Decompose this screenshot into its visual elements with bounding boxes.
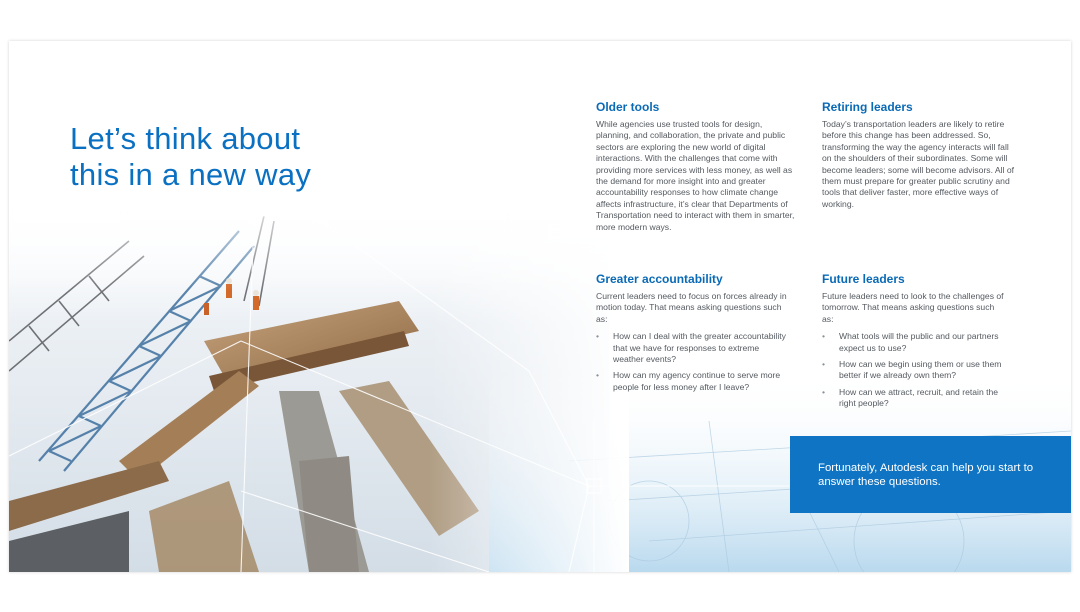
brochure-spread <box>9 41 1071 572</box>
list-item: • How can we attract, recruit, and retain the right people? <box>822 386 999 409</box>
headline-line-1: Let’s think about <box>70 121 301 156</box>
question-list <box>822 331 1007 409</box>
section-title: Future leaders <box>822 272 905 286</box>
callout-box <box>790 436 1071 513</box>
headline-line-2: this in a new way <box>70 157 312 192</box>
question-list <box>596 331 791 393</box>
section-older-tools <box>596 100 796 233</box>
list-item: • How can my agency continue to serve more people for less money after I leave? <box>596 370 781 392</box>
bullet-icon: • <box>822 386 826 397</box>
section-title: Older tools <box>596 100 660 114</box>
list-item: • How can I deal with the greater accountability that we have for responses to extreme weather events? <box>596 331 786 365</box>
callout-text: Fortunately, Autodesk can help you start to answer these questions. <box>818 462 1034 488</box>
section-body: While agencies use trusted tools for design, planning, and collaboration, the private and public sectors are exploring the new world of digital interactions. With the challenges that come with providing more services with less money, as well as the demand for more insight into and greater accountability responses to how climate change affects infrastructure, it’s clear that Departments of Transportation need to interact with them in smarter, more modern ways. <box>596 119 795 232</box>
section-title: Retiring leaders <box>822 100 913 114</box>
bullet-icon: • <box>596 370 600 381</box>
section-title: Greater accountability <box>596 272 723 286</box>
list-item: • What tools will the public and our partners expect us to use? <box>822 331 999 353</box>
bullet-icon: • <box>822 359 826 370</box>
bullet-icon: • <box>596 331 600 342</box>
section-body: Current leaders need to focus on forces already in motion today. That means asking questions such as: <box>596 291 787 324</box>
bullet-icon: • <box>822 331 826 342</box>
section-future-leaders <box>822 272 1007 415</box>
section-body: Future leaders need to look to the challenges of tomorrow. That means asking questions such as: <box>822 291 1004 324</box>
section-greater-accountability <box>596 272 791 398</box>
list-item: • How can we begin using them or use them better if we already own them? <box>822 359 1002 381</box>
page-headline <box>70 121 311 193</box>
section-retiring-leaders <box>822 100 1018 210</box>
section-body: Today’s transportation leaders are likely to retire before this change has been addressed. So, transforming the way the agency interacts will fall on the shoulders of their subordinates. Some will become leaders; some will become advisors. All of them must prepare for greater public scrutiny and tools that deliver faster, more effective ways of working. <box>822 119 1015 209</box>
